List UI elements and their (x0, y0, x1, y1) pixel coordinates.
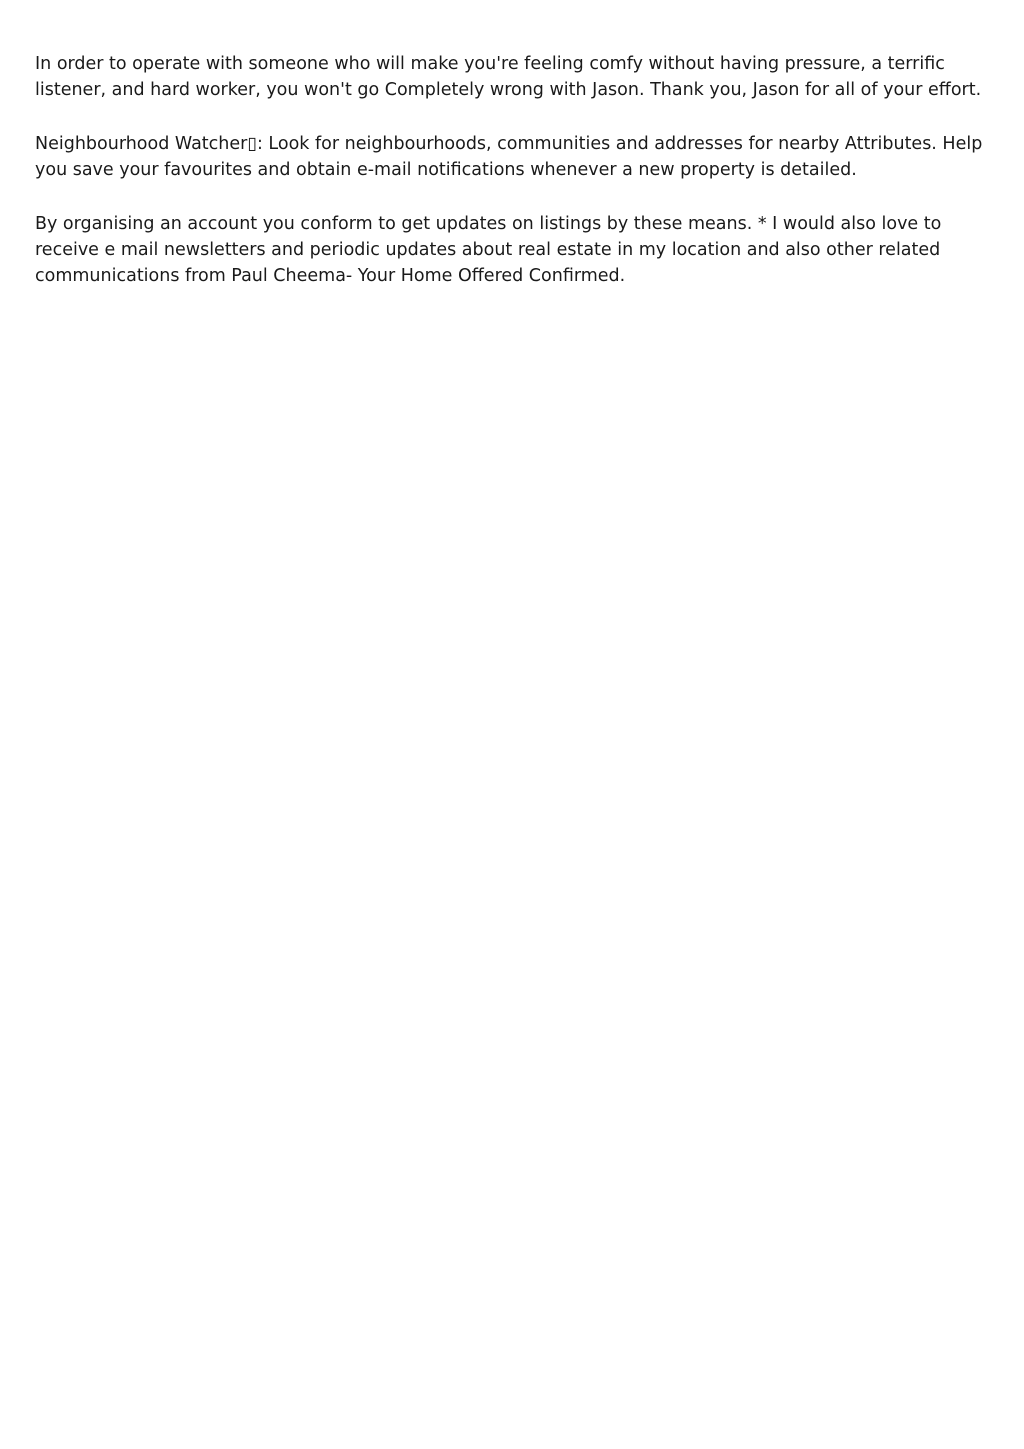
paragraph-neighbourhood-watcher: Neighbourhood Watcher▯: Look for neighbourhoods, communities and addresses for nearby Attributes. Help you save your favourites and obtain e-mail notifications whenever a new property is detailed. (35, 134, 983, 180)
paragraph-account-updates: By organising an account you conform to get updates on listings by these means. * I would also love to receive e mail newsletters and periodic updates about real estate in my location and also other related communications from Paul Cheema- Your Home Offered Confirmed. (35, 214, 942, 286)
document-body (35, 51, 990, 317)
paragraph-testimonial: In order to operate with someone who will make you're feeling comfy without having pressure, a terrific listener, and hard worker, you won't go Completely wrong with Jason. Thank you, Jason for all of your effort. (35, 54, 982, 100)
